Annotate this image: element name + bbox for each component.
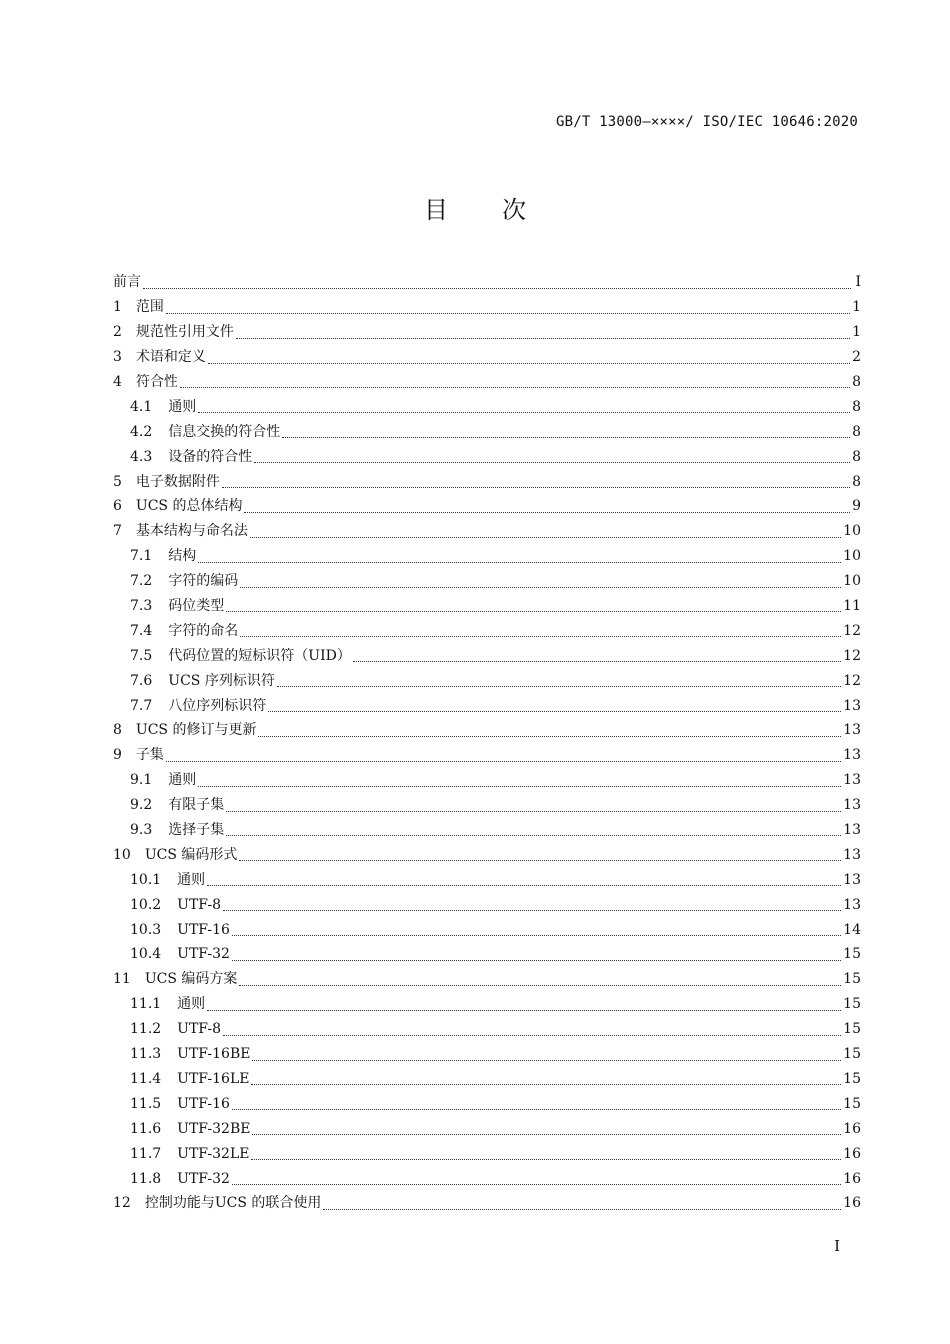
toc-entry-label: 通则: [168, 398, 197, 415]
toc-entry-page: 13: [843, 722, 861, 739]
dot-leader: [166, 313, 850, 314]
toc-entry[interactable]: [113, 519, 861, 544]
toc-entry-page: 1: [852, 324, 861, 341]
toc-entry[interactable]: [113, 594, 861, 619]
toc-entry-page: 8: [852, 398, 861, 415]
dot-leader: [240, 636, 841, 637]
toc-entry[interactable]: [113, 1191, 861, 1216]
toc-entry-number: 1: [113, 299, 122, 316]
toc-entry-page: 8: [852, 473, 861, 490]
toc-entry-label: 选择子集: [168, 822, 225, 839]
toc-entry[interactable]: [113, 394, 861, 419]
toc-entry[interactable]: [113, 1017, 861, 1042]
toc-entry-number: 7.3: [130, 598, 153, 615]
toc-entry-number: 4.3: [130, 448, 153, 465]
toc-entry-page: 11: [843, 598, 861, 615]
toc-entry-label: UTF-32: [177, 946, 230, 963]
toc-entry-label: UTF-32LE: [177, 1145, 250, 1162]
toc-entry-number: 11.1: [130, 996, 162, 1013]
dot-leader: [226, 811, 841, 812]
toc-entry-label: 字符的编码: [168, 573, 239, 590]
toc-entry-page: 13: [843, 747, 861, 764]
dot-leader: [198, 562, 841, 563]
toc-entry-label: 范围: [135, 299, 164, 316]
toc-entry-label: UCS 编码形式: [144, 846, 238, 863]
toc-entry-page: 10: [843, 548, 861, 565]
toc-entry-label: UTF-8: [177, 1021, 222, 1038]
toc-entry-page: 15: [843, 1095, 861, 1112]
toc-entry-page: 12: [843, 622, 861, 639]
toc-entry-number: 7.6: [130, 672, 153, 689]
toc-entry-label: 子集: [135, 747, 164, 764]
toc-entry-label: 通则: [168, 772, 197, 789]
dot-leader: [223, 1035, 841, 1036]
toc-entry-page: 13: [843, 846, 861, 863]
toc-entry-page: 13: [843, 772, 861, 789]
toc-entry-label: 代码位置的短标识符（UID）: [168, 647, 351, 664]
dot-leader: [143, 288, 851, 289]
toc-entry-number: 7.7: [130, 697, 153, 714]
toc-entry[interactable]: [113, 320, 861, 345]
toc-entry-number: 10.1: [130, 871, 162, 888]
toc-entry-label: UCS 的修订与更新: [135, 722, 257, 739]
toc-entry-page: 13: [843, 697, 861, 714]
toc-entry-number: 11.4: [130, 1070, 162, 1087]
toc-entry[interactable]: [113, 793, 861, 818]
toc-entry-page: 16: [843, 1145, 861, 1162]
toc-entry-number: 12: [113, 1195, 131, 1212]
toc-entry-page: 13: [843, 871, 861, 888]
toc-entry[interactable]: [113, 992, 861, 1017]
page-title: 目次: [424, 196, 580, 224]
toc-entry-number: 11.7: [130, 1145, 162, 1162]
dot-leader: [226, 835, 841, 836]
toc-entry-label: 通则: [177, 871, 206, 888]
toc-entry-label: UTF-8: [177, 896, 222, 913]
toc-entry-label: 符合性: [135, 374, 178, 390]
toc-entry-page: 16: [843, 1170, 861, 1187]
toc-entry-number: 9.3: [130, 822, 153, 839]
toc-entry-page: 13: [843, 797, 861, 814]
document-header: GB/T 13000—××××/ ISO/IEC 10646:2020: [555, 114, 858, 130]
dot-leader: [250, 537, 841, 538]
toc-entry[interactable]: [113, 270, 861, 295]
toc-entry-number: 4: [113, 374, 122, 390]
toc-entry-label: 设备的符合性: [168, 448, 253, 465]
toc-entry-number: 9.2: [130, 797, 153, 814]
toc-entry-number: 7: [113, 523, 122, 540]
toc-entry-number: 2: [113, 324, 122, 341]
dot-leader: [222, 487, 850, 488]
toc-entry-label: UTF-16LE: [177, 1070, 250, 1087]
toc-entry[interactable]: [113, 693, 861, 718]
dot-leader: [207, 1010, 841, 1011]
dot-leader: [198, 412, 850, 413]
toc-entry-label: UTF-16BE: [177, 1046, 251, 1063]
toc-entry-label: UTF-16: [177, 921, 230, 938]
dot-leader: [166, 761, 841, 762]
dot-leader: [240, 587, 841, 588]
toc-entry-label: UCS 序列标识符: [168, 672, 275, 689]
dot-leader: [268, 711, 841, 712]
toc-entry-label: 规范性引用文件: [135, 324, 234, 341]
toc-entry-number: 11: [113, 971, 131, 988]
toc-entry-page: 12: [843, 647, 861, 664]
dot-leader: [208, 363, 850, 364]
toc-entry-number: 11.5: [130, 1095, 162, 1112]
toc-entry-page: I: [855, 274, 861, 291]
toc-entry[interactable]: [113, 842, 861, 867]
toc-entry-number: 10.4: [130, 946, 162, 963]
toc-entry-page: 9: [852, 498, 861, 515]
toc-entry-label: 信息交换的符合性: [168, 423, 281, 440]
dot-leader: [232, 1184, 841, 1185]
toc-entry-page: 10: [843, 523, 861, 540]
table-of-contents: [113, 270, 861, 1216]
dot-leader: [282, 437, 850, 438]
toc-entry-label: 术语和定义: [135, 349, 206, 366]
dot-leader: [251, 1084, 841, 1085]
toc-entry[interactable]: [113, 419, 861, 444]
toc-entry-page: 15: [843, 996, 861, 1013]
toc-entry[interactable]: [113, 569, 861, 594]
dot-leader: [232, 1109, 841, 1110]
toc-entry[interactable]: [113, 345, 861, 370]
toc-entry-number: 8: [113, 722, 122, 739]
toc-entry[interactable]: [113, 668, 861, 693]
toc-entry-label: 结构: [168, 548, 197, 565]
toc-entry-label: 有限子集: [168, 797, 225, 814]
toc-entry-label: 控制功能与UCS 的联合使用: [144, 1195, 322, 1212]
toc-entry[interactable]: [113, 494, 861, 519]
toc-entry-page: 8: [852, 423, 861, 440]
toc-entry[interactable]: [113, 967, 861, 992]
page-number: I: [834, 1237, 840, 1255]
dot-leader: [223, 910, 841, 911]
toc-entry-number: 11.2: [130, 1021, 162, 1038]
toc-entry[interactable]: [113, 892, 861, 917]
toc-entry[interactable]: [113, 818, 861, 843]
toc-entry-number: 7.1: [130, 548, 153, 565]
toc-entry-label: UTF-16: [177, 1095, 230, 1112]
toc-entry-number: 10.3: [130, 921, 162, 938]
toc-entry[interactable]: [113, 743, 861, 768]
toc-entry-number: 7.2: [130, 573, 153, 590]
toc-entry-page: 8: [852, 374, 861, 390]
toc-entry-number: 4.2: [130, 423, 153, 440]
dot-leader: [226, 611, 841, 612]
toc-entry-page: 14: [843, 921, 861, 938]
toc-entry[interactable]: [113, 942, 861, 967]
toc-entry[interactable]: [113, 295, 861, 320]
dot-leader: [207, 885, 841, 886]
toc-entry[interactable]: [113, 867, 861, 892]
toc-entry-number: 5: [113, 473, 122, 490]
toc-entry-label: UTF-32: [177, 1170, 230, 1187]
toc-entry[interactable]: [113, 1091, 861, 1116]
toc-entry-label: 码位类型: [168, 598, 225, 615]
toc-entry-number: 9: [113, 747, 122, 764]
toc-entry[interactable]: [113, 544, 861, 569]
toc-entry-page: 15: [843, 1070, 861, 1087]
toc-entry-label: 字符的命名: [168, 622, 239, 639]
toc-entry-number: 11.6: [130, 1120, 162, 1137]
dot-leader: [277, 686, 841, 687]
dot-leader: [239, 860, 841, 861]
toc-entry-label: 电子数据附件: [135, 473, 220, 490]
toc-entry-number: 4.1: [130, 398, 153, 415]
toc-entry-label: 基本结构与命名法: [135, 523, 248, 540]
toc-entry-page: 15: [843, 1046, 861, 1063]
toc-entry-page: 15: [843, 946, 861, 963]
toc-entry-page: 16: [843, 1120, 861, 1137]
dot-leader: [232, 935, 841, 936]
dot-leader: [236, 338, 850, 339]
toc-entry-page: 13: [843, 822, 861, 839]
toc-entry[interactable]: [113, 1067, 861, 1092]
toc-entry-page: 15: [843, 1021, 861, 1038]
toc-entry[interactable]: [113, 618, 861, 643]
toc-entry-page: 8: [852, 448, 861, 465]
toc-entry-number: 6: [113, 498, 122, 515]
toc-entry-label: UCS 的总体结构: [135, 498, 243, 515]
toc-entry-number: 9.1: [130, 772, 153, 789]
toc-entry-label: 通则: [177, 996, 206, 1013]
toc-entry-number: 7.4: [130, 622, 153, 639]
dot-leader: [258, 736, 841, 737]
toc-entry-page: 13: [843, 896, 861, 913]
dot-leader: [323, 1209, 841, 1210]
dot-leader: [244, 512, 850, 513]
dot-leader: [252, 1060, 841, 1061]
dot-leader: [252, 1134, 841, 1135]
dot-leader: [239, 985, 841, 986]
toc-entry[interactable]: [113, 718, 861, 743]
toc-entry-number: 11.3: [130, 1046, 162, 1063]
toc-entry[interactable]: [113, 444, 861, 469]
dot-leader: [353, 661, 841, 662]
toc-entry[interactable]: [113, 1141, 861, 1166]
toc-entry-number: 10.2: [130, 896, 162, 913]
toc-entry-page: 10: [843, 573, 861, 590]
toc-entry-page: 16: [843, 1195, 861, 1212]
toc-entry[interactable]: [113, 370, 861, 395]
toc-entry[interactable]: [113, 917, 861, 942]
toc-entry-page: 15: [843, 971, 861, 988]
toc-entry[interactable]: [113, 1042, 861, 1067]
dot-leader: [232, 960, 841, 961]
dot-leader: [251, 1159, 841, 1160]
toc-entry-page: 2: [852, 349, 861, 366]
toc-entry-label: 八位序列标识符: [168, 697, 267, 714]
toc-entry[interactable]: [113, 1116, 861, 1141]
toc-entry-page: 12: [843, 672, 861, 689]
toc-entry[interactable]: [113, 643, 861, 668]
dot-leader: [180, 387, 850, 388]
toc-entry[interactable]: [113, 469, 861, 494]
toc-entry[interactable]: [113, 1166, 861, 1191]
toc-entry-number: 11.8: [130, 1170, 162, 1187]
toc-entry-number: 10: [113, 846, 131, 863]
toc-entry[interactable]: [113, 768, 861, 793]
toc-entry-page: 1: [852, 299, 861, 316]
toc-entry-label: UCS 编码方案: [144, 971, 238, 988]
toc-entry-label: 前言: [113, 274, 141, 291]
dot-leader: [254, 462, 850, 463]
toc-entry-number: 7.5: [130, 647, 153, 664]
toc-entry-label: UTF-32BE: [177, 1120, 251, 1137]
toc-entry-number: 3: [113, 349, 122, 366]
dot-leader: [198, 786, 841, 787]
